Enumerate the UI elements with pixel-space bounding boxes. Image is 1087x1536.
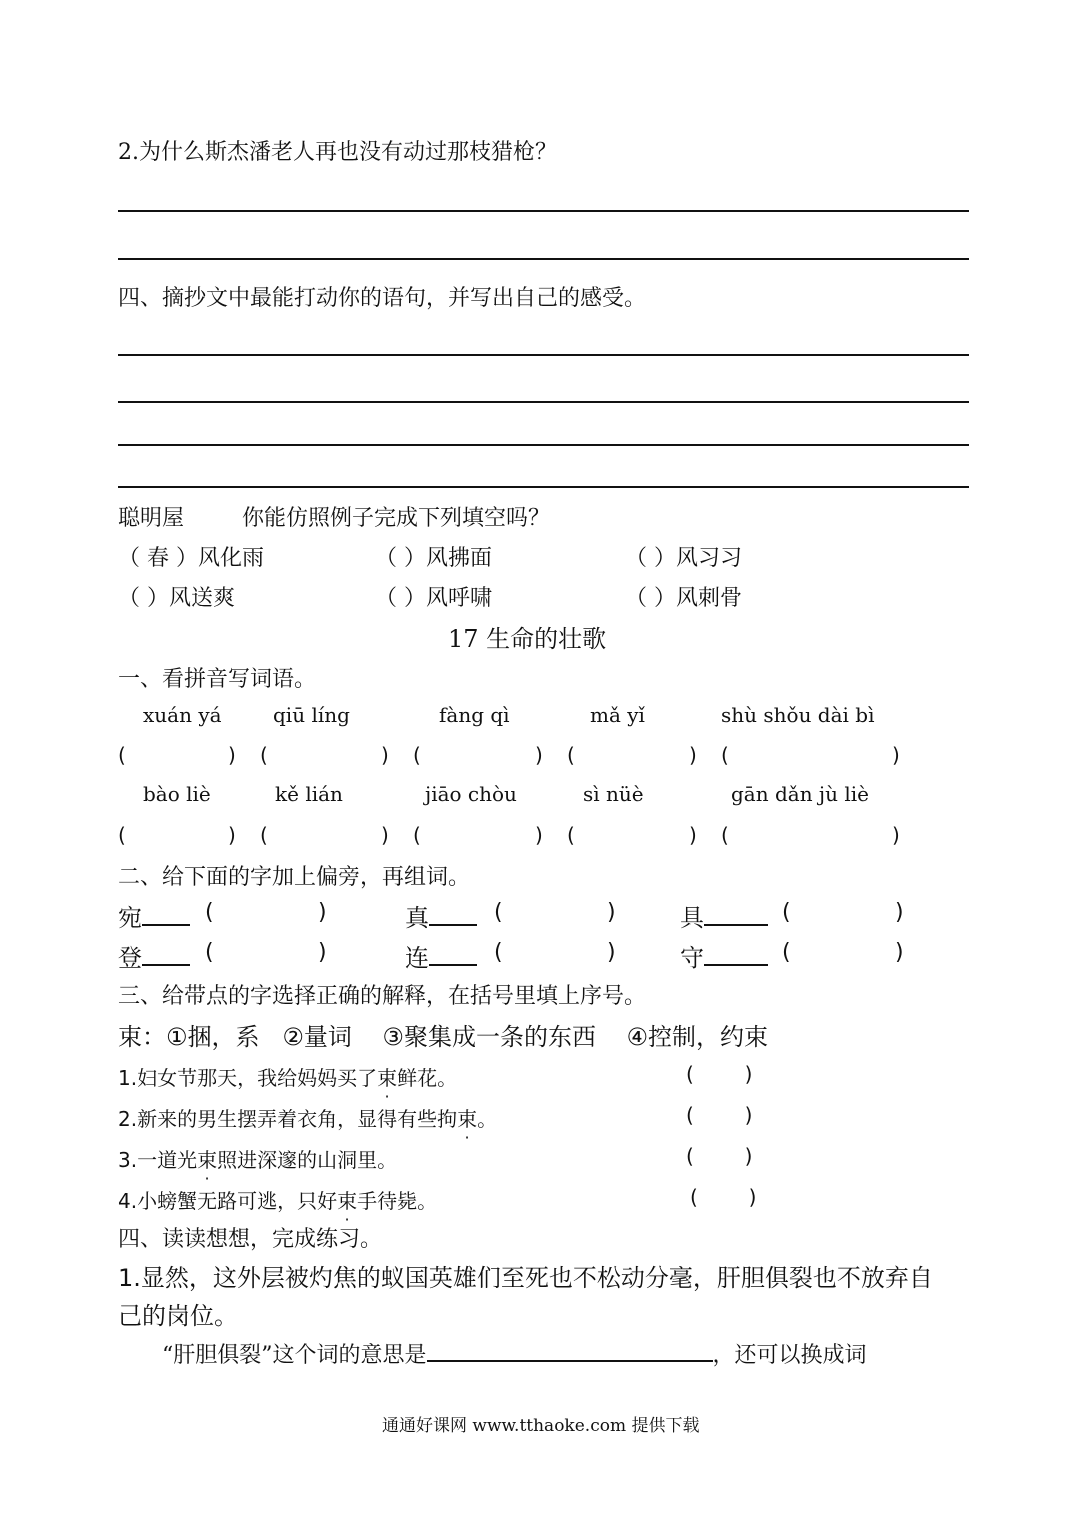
fill-item: （ ）风刺骨 [625, 586, 742, 611]
meaning-item: 3.一道光束照进深邃的山洞里。 [118, 1148, 398, 1172]
answer-line [118, 401, 969, 403]
radical-item [680, 898, 768, 933]
paren: ) [607, 900, 616, 925]
paren: ) [381, 823, 389, 847]
dotted-char: 束 [337, 1189, 358, 1213]
paren: ) [381, 743, 389, 767]
pinyin: shù shǒu dài bì [721, 703, 875, 727]
radical-blank [142, 942, 190, 966]
paren: ( [782, 900, 791, 925]
smart-label: 聪明屋 [118, 506, 185, 531]
answer-paren: ( ) [686, 1144, 753, 1168]
meaning-section-title: 三、给带点的字选择正确的解释，在括号里填上序号。 [118, 984, 647, 1009]
radical-blank [704, 942, 768, 966]
pinyin: jiāo chòu [425, 782, 517, 806]
paren: ( [567, 743, 575, 767]
pinyin: sì nüè [583, 782, 644, 806]
radical-item [118, 938, 190, 973]
meaning-item: 1.妇女节那天，我给妈妈买了束鲜花。 [118, 1066, 458, 1090]
pinyin: gān dǎn jù liè [731, 782, 869, 806]
paren: ) [535, 743, 543, 767]
smart-prompt: 你能仿照例子完成下列填空吗？ [242, 506, 551, 531]
paren: ) [607, 940, 616, 965]
radical-blank [429, 942, 477, 966]
paren: ) [689, 743, 697, 767]
answer-blank [427, 1336, 713, 1362]
radical-item [118, 898, 190, 933]
radical-item [680, 938, 768, 973]
fill-item: （ ）风习习 [625, 546, 742, 571]
base-char: 真 [405, 904, 429, 932]
paren: ( [721, 823, 729, 847]
meaning-item: 4.小螃蟹无路可逃，只好束手待毙。 [118, 1189, 438, 1213]
fill-item: （ ）风呼啸 [375, 586, 492, 611]
reading-passage-line: 己的岗位。 [118, 1302, 238, 1330]
pinyin: bào liè [143, 782, 211, 806]
answer-line [118, 210, 969, 212]
reading-section-title: 四、读读想想，完成练习。 [118, 1227, 383, 1252]
paren: ( [494, 900, 503, 925]
paren: ( [567, 823, 575, 847]
definitions: 束：①捆，系 ②量词 ③聚集成一条的东西 ④控制，约束 [118, 1023, 768, 1051]
answer-paren: ( ) [690, 1185, 757, 1209]
answer-line [118, 354, 969, 356]
pinyin: xuán yá [143, 703, 222, 727]
paren: ) [318, 940, 327, 965]
question-2: 2.为什么斯杰潘老人再也没有动过那枝猎枪？ [118, 140, 557, 165]
paren: ( [413, 743, 421, 767]
pinyin: fàng qì [439, 703, 510, 727]
reading-question: “肝胆俱裂”这个词的意思是 ，还可以换成词 [162, 1336, 867, 1369]
paren: ( [205, 940, 214, 965]
pinyin-section-title: 一、看拼音写词语。 [118, 667, 317, 692]
radical-blank [142, 902, 190, 926]
dotted-char: 束 [197, 1148, 218, 1172]
paren: ( [118, 823, 126, 847]
paren: ( [494, 940, 503, 965]
paren: ) [535, 823, 543, 847]
pinyin: qiū líng [273, 703, 350, 727]
base-char: 守 [680, 944, 704, 972]
paren: ) [892, 823, 900, 847]
paren: ( [205, 900, 214, 925]
paren: ) [228, 823, 236, 847]
radical-item [405, 938, 477, 973]
base-char: 连 [405, 944, 429, 972]
radical-blank [429, 902, 477, 926]
paren: ) [895, 900, 904, 925]
footer-text: 通通好课网 www.tthaoke.com 提供下载 [382, 1416, 700, 1436]
base-char: 具 [680, 904, 704, 932]
answer-paren: ( ) [686, 1103, 753, 1127]
pinyin: kě lián [275, 782, 343, 806]
radical-blank [704, 902, 768, 926]
dotted-char: 束 [457, 1107, 478, 1131]
dotted-char: 束 [377, 1066, 398, 1090]
section-4-title: 四、摘抄文中最能打动你的语句，并写出自己的感受。 [118, 286, 647, 311]
paren: ( [413, 823, 421, 847]
paren: ( [118, 743, 126, 767]
answer-paren: ( ) [686, 1062, 753, 1086]
answer-line [118, 258, 969, 260]
paren: ) [892, 743, 900, 767]
paren: ( [260, 823, 268, 847]
fill-item: （ 春 ）风化雨 [118, 546, 264, 571]
paren: ( [782, 940, 791, 965]
meaning-item: 2.新来的男生摆弄着衣角，显得有些拘束。 [118, 1107, 498, 1131]
reading-passage-line: 1.显然，这外层被灼焦的蚁国英雄们至死也不松动分毫，肝胆俱裂也不放弃自 [118, 1264, 933, 1292]
pinyin: mǎ yǐ [590, 703, 645, 727]
paren: ( [260, 743, 268, 767]
radical-item [405, 898, 477, 933]
paren: ) [895, 940, 904, 965]
fill-item: （ ）风送爽 [118, 586, 235, 611]
answer-line [118, 444, 969, 446]
paren: ) [689, 823, 697, 847]
lesson-title: 17 生命的壮歌 [448, 625, 607, 653]
answer-line [118, 486, 969, 488]
fill-item: （ ）风拂面 [375, 546, 492, 571]
base-char: 宛 [118, 904, 142, 932]
paren: ) [228, 743, 236, 767]
paren: ( [721, 743, 729, 767]
base-char: 登 [118, 944, 142, 972]
radical-section-title: 二、给下面的字加上偏旁，再组词。 [118, 865, 471, 890]
paren: ) [318, 900, 327, 925]
